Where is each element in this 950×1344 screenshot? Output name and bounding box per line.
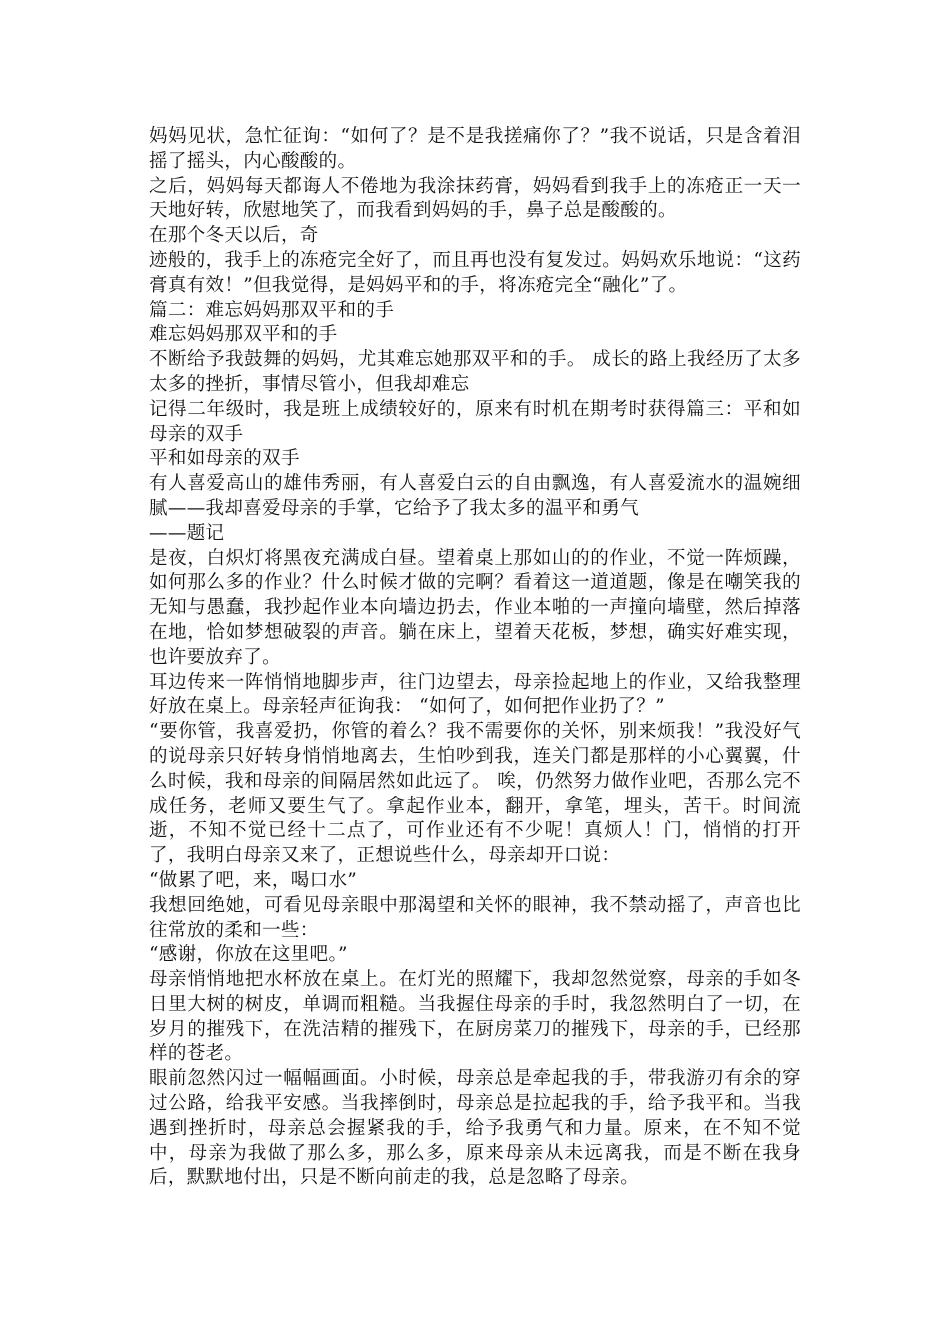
paragraph-13: 耳边传来一阵悄悄地脚步声，往门边望去，母亲捡起地上的作业，又给我整理好放在桌上。母亲轻声征询我： “如何了，如何把作业扔了？”: [149, 671, 801, 718]
epigraph-attribution: ——题记: [149, 522, 225, 544]
paragraph-1: 妈妈见状，急忙征询：“如何了？是不是我搓痛你了？”我不说话，只是含着泪摇了摇头，内心酸酸的。: [149, 126, 801, 172]
section-heading-2: 篇二：难忘妈妈那双平和的手: [149, 299, 395, 321]
paragraph-4: 迹般的，我手上的冻疮完全好了，而且再也没有复发过。妈妈欢乐地说：“这药膏真有效！”但我觉得，是妈妈平和的手，将冻疮完全“融化”了。: [149, 249, 801, 296]
paragraph-8: 记得二年级时，我是班上成绩较好的，原来有时机在期考时获得篇三：平和如母亲的双手: [149, 398, 801, 445]
paragraph-19: 眼前忽然闪过一幅幅画面。小时候，母亲总是牵起我的手，带我游刃有余的穿过公路，给我平安感。当我摔倒时，母亲总是拉起我的手，给予我平和。当我遇到挫折时，母亲总会握紧我的手，给予我勇气和力量。原来，在不知不觉中，母亲为我做了那么多，那么多，原来母亲从未远离我，而是不断在我身后，默默地付出，只是不断向前走的我，总是忽略了母亲。: [149, 1068, 801, 1189]
document-page: [149, 125, 801, 1191]
paragraph-17: “感谢，你放在这里吧。”: [149, 944, 348, 966]
paragraph-2: 之后，妈妈每天都诲人不倦地为我涂抹药膏，妈妈看到我手上的冻疮正一天一天地好转，欣慰地笑了，而我看到妈妈的手，鼻子总是酸酸的。: [149, 175, 801, 222]
epigraph: 有人喜爱高山的雄伟秀丽，有人喜爱白云的自由飘逸，有人喜爱流水的温婉细腻——我却喜爱母亲的手掌，它给予了我太多的温平和勇气: [149, 473, 801, 519]
section-title-2: 难忘妈妈那双平和的手: [149, 324, 338, 346]
paragraph-7: 不断给予我鼓舞的妈妈，尤其难忘她那双平和的手。 成长的路上我经历了太多太多的挫折，事情尽管小，但我却难忘: [149, 349, 801, 395]
paragraph-16: 我想回绝她，可看见母亲眼中那渴望和关怀的眼神，我不禁动摇了，声音也比往常放的柔和一些：: [149, 894, 801, 941]
paragraph-14: “要你管，我喜爱扔，你管的着么？我不需要你的关怀，别来烦我！”我没好气的说母亲只好转身悄悄地离去，生怕吵到我，连关门都是那样的小心翼翼，什么时候，我和母亲的间隔居然如此远了。 唉，仍然努力做作业吧，否那么完不成任务，老师又要生气了。拿起作业本，翻开，拿笔，埋头，苦干。时间流逝，不知不觉已经十二点了，可作业还有不少呢！真烦人！门，悄悄的打开了，我明白母亲又来了，正想说些什么，母亲却开口说：: [149, 721, 801, 867]
paragraph-15: “做累了吧，来，喝口水”: [149, 869, 358, 891]
paragraph-18: 母亲悄悄地把水杯放在桌上。在灯光的照耀下，我却忽然觉察，母亲的手如冬日里大树的树皮，单调而粗糙。当我握住母亲的手时，我忽然明白了一切，在岁月的摧残下，在洗洁精的摧残下，在厨房菜刀的摧残下，母亲的手，已经那样的苍老。: [149, 969, 801, 1065]
paragraph-3: 在那个冬天以后，奇: [149, 225, 319, 247]
section-title-3: 平和如母亲的双手: [149, 448, 300, 470]
paragraph-12: 是夜，白炽灯将黑夜充满成白昼。望着桌上那如山的的作业，不觉一阵烦躁，如何那么多的作业？什么时候才做的完啊？看着这一道道题，像是在嘲笑我的无知与愚蠢，我抄起作业本向墙边扔去，作业本啪的一声撞向墙壁，然后掉落在地，恰如梦想破裂的声音。躺在床上，望着天花板，梦想，确实好难实现，也许要放弃了。: [149, 547, 801, 668]
